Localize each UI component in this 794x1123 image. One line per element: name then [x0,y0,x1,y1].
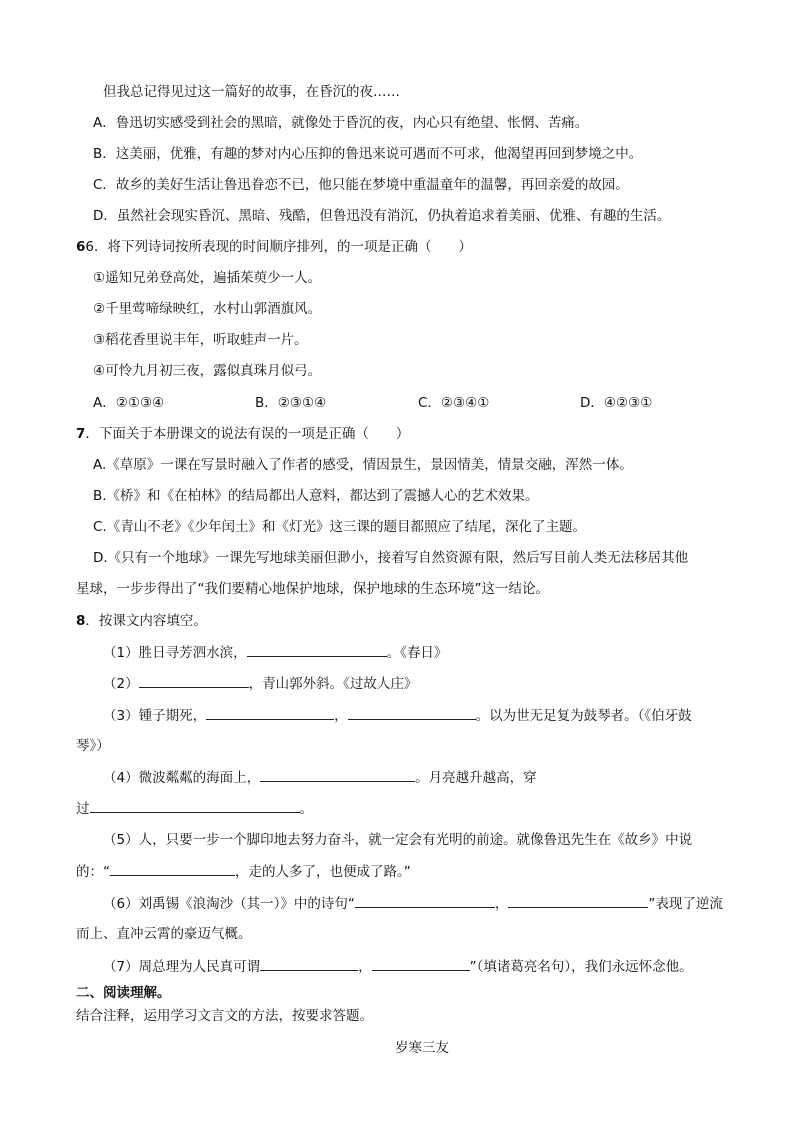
fill-7: （7）周总理为人民真可谓 ， ”（填诸葛亮名句），我们永远怀念他。 [103,956,693,977]
fill-5-cont: 的：“ ，走的人多了，也便成了路。” [76,861,411,882]
section-2-instructions: 结合注释，运用学习文言文的方法，按要求答题。 [76,1008,373,1024]
fill-4-cont: 过 。 [76,798,313,819]
fill-6: （6）刘禹锡《浪淘沙（其一）》中的诗句“ ， ”表现了逆流 [103,893,723,914]
fill-6-blank-2[interactable] [508,893,648,908]
fill-5-blank[interactable] [110,861,235,876]
fill-6-cont: 而上、直冲云霄的豪迈气概。 [76,926,252,942]
q6-option-b: B．②③①④ [255,395,327,411]
question-6-stem: 66．将下列诗词按所表现的时间顺序排列，的一项是正确（ ） [76,239,472,255]
fill-1-blank[interactable] [247,642,387,657]
q7-option-c: C.《青山不老》《少年闰土》和《灯光》这三课的题目都照应了结尾，深化了主题。 [93,519,586,535]
question-8-stem: 8．按课文内容填空。 [76,613,207,629]
q5-option-d: D．虽然社会现实昏沉、黑暗、残酷，但鲁迅没有消沉，仍执着追求着美丽、优雅、有趣的生活。 [93,208,671,224]
fill-2: （2） ，青山郭外斜。《过故人庄》 [103,673,417,694]
q6-poem-1: ①遥知兄弟登高处，遍插茱萸少一人。 [93,270,322,286]
fill-3: （3）锺子期死， ， 。以为世无足复为鼓琴者。（《伯牙鼓 [103,705,692,726]
q7-option-b: B.《桥》和《在柏林》的结局都出人意料，都达到了震撼人心的艺术效果。 [93,488,539,504]
q6-option-d: D．④②③① [580,395,653,411]
fill-2-blank[interactable] [139,673,249,688]
fill-4: （4）微波粼粼的海面上， 。月亮越升越高，穿 [103,767,537,788]
section-2-heading: 二、阅读理解。 [76,985,171,1001]
q6-poem-4: ④可怜九月初三夜，露似真珠月似弓。 [93,363,322,379]
fill-5: （5）人，只要一步一个脚印地去努力奋斗，就一定会有光明的前途。就像鲁迅先生在《故乡》中说 [103,832,693,848]
q6-poem-3: ③稻花香里说丰年，听取蛙声一片。 [93,332,308,348]
fill-4-blank-2[interactable] [90,798,300,813]
fill-3-cont: 琴》） [76,738,110,754]
q5-option-a: A．鲁迅切实感受到社会的黑暗，就像处于昏沉的夜，内心只有绝望、怅惘、苦痛。 [93,115,589,131]
fill-4-blank-1[interactable] [260,767,415,782]
fill-3-blank-2[interactable] [348,705,476,720]
q6-poem-2: ②千里莺啼绿映红，水村山郭酒旗风。 [93,301,322,317]
q6-option-c: C．②③④① [418,395,490,411]
q5-option-b: B．这美丽，优雅，有趣的梦对内心压抑的鲁迅来说可遇而不可求，他渴望再回到梦境之中。 [93,146,643,162]
fill-6-blank-1[interactable] [355,893,495,908]
fill-7-blank-1[interactable] [260,956,358,971]
q7-option-d-line2: 星球，一步步得出了“我们要精心地保护地球，保护地球的生态环境”这一结论。 [76,581,549,597]
q6-option-a: A．②①③④ [93,395,165,411]
fill-1: （1）胜日寻芳泗水滨， 。《春日》 [103,642,447,663]
question-7-stem: 7．下面关于本册课文的说法有误的一项是正确（ ） [76,426,410,442]
q7-option-a: A.《草原》一课在写景时融入了作者的感受，情因景生，景因情美，情景交融，浑然一体。 [93,457,633,473]
q7-option-d-line1: D.《只有一个地球》一课先写地球美丽但渺小，接着写自然资源有限，然后写目前人类无法移居其他 [93,550,689,566]
passage-quote-line: 但我总记得见过这一篇好的故事，在昏沉的夜…… [103,84,400,100]
q5-option-c: C．故乡的美好生活让鲁迅眷恋不已，他只能在梦境中重温童年的温馨，再回亲爱的故园。 [93,177,629,193]
fill-3-blank-1[interactable] [206,705,334,720]
fill-7-blank-2[interactable] [372,956,470,971]
article-title: 岁寒三友 [395,1040,449,1056]
